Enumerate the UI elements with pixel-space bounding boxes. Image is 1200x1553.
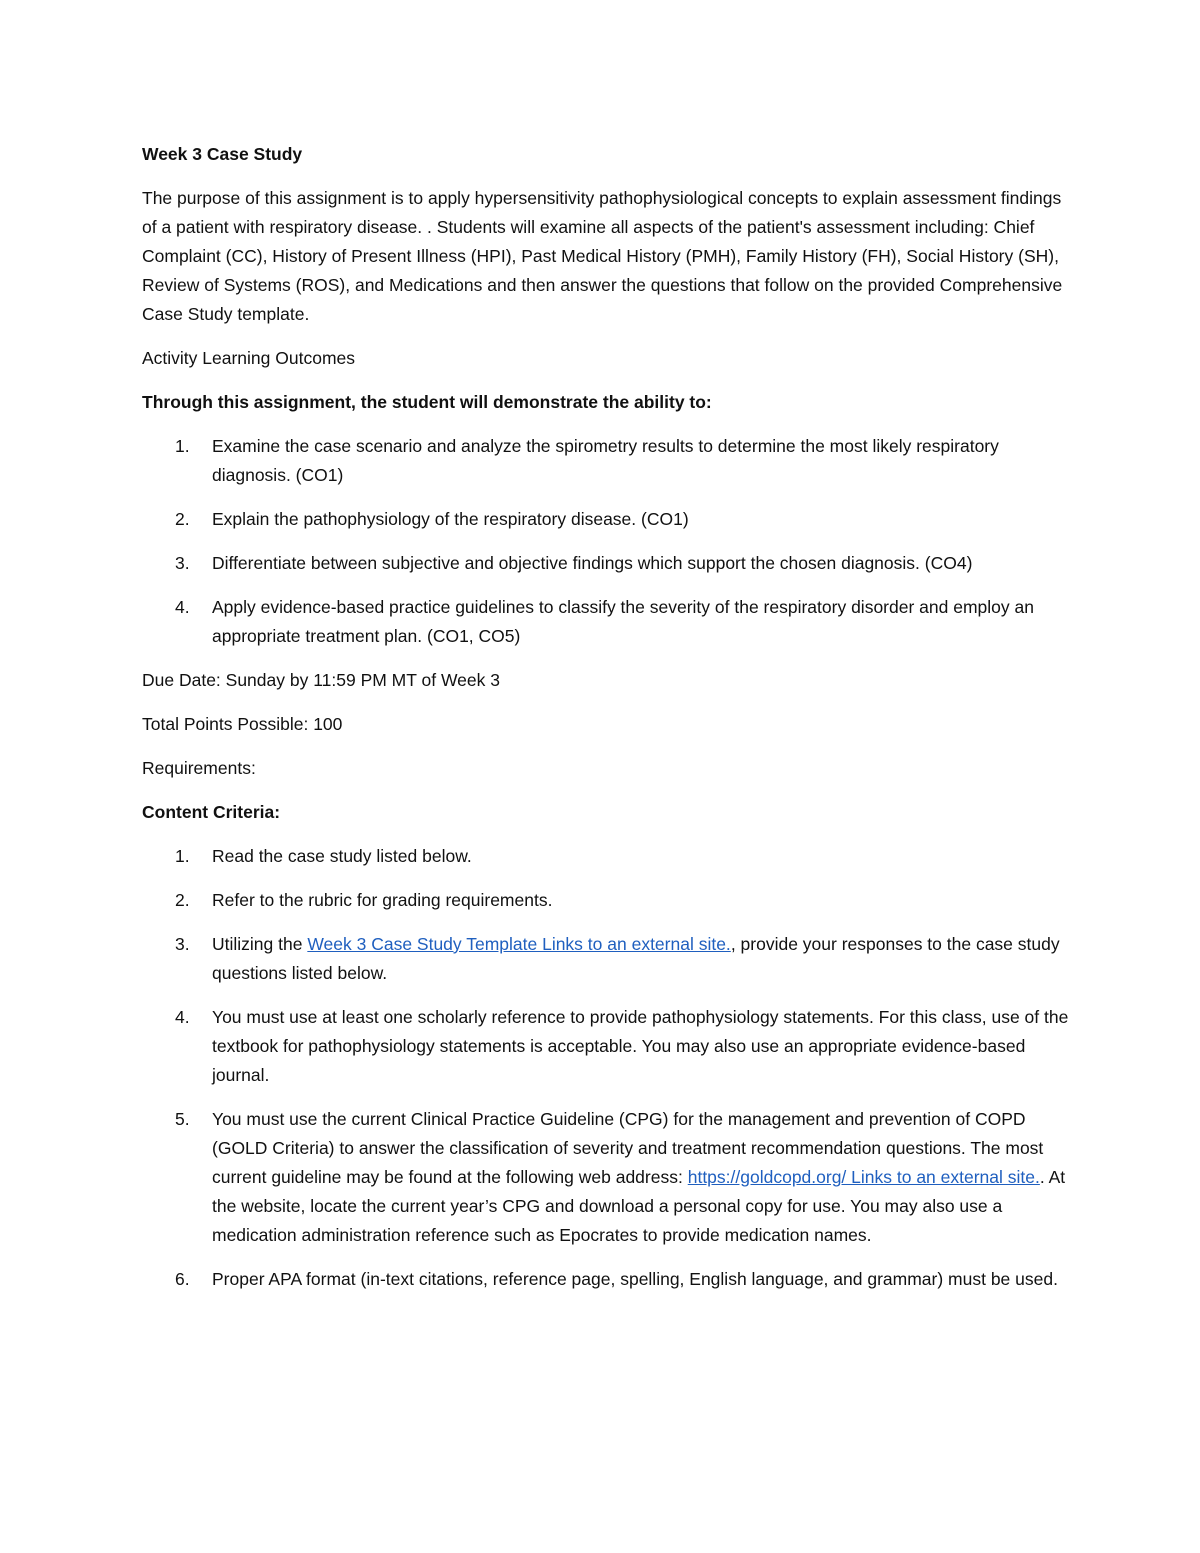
template-link[interactable]: Week 3 Case Study Template Links to an external site. — [307, 934, 731, 954]
list-item-text-after: . At the website, locate the current year’s CPG and download a personal copy for use. You may also use a medication administration reference such as Epocrates to provide medication names. — [212, 1167, 1066, 1245]
purpose-paragraph: The purpose of this assignment is to apply hypersensitivity pathophysiological concepts to explain assessment findings of a patient with respiratory disease. . Students will examine all aspects of the patient's assessment including: Chief Complaint (CC), History of Present Illness (HPI), Past Medical History (PMH), Family History (FH), Social History (SH), Review of Systems (ROS), and Medications and then answer the questions that follow on the provided Comprehensive Case Study template. — [142, 188, 1063, 324]
outcomes-heading: Activity Learning Outcomes — [142, 348, 356, 368]
list-item — [142, 549, 1072, 578]
criteria-list — [142, 842, 1072, 1294]
list-number: 5. — [175, 1109, 190, 1129]
list-item-text-before: Utilizing the — [212, 934, 308, 954]
list-number: 2. — [175, 509, 190, 529]
list-item-text: You must use at least one scholarly reference to provide pathophysiology statements. For this class, use of the textbook for pathophysiology statements is acceptable. You may also use an appropriate evidence-based journal. — [212, 1007, 1069, 1085]
list-item-text: Proper APA format (in-text citations, reference page, spelling, English language, and grammar) must be used. — [212, 1269, 1058, 1289]
list-number: 1. — [175, 436, 190, 456]
document-title: Week 3 Case Study — [142, 144, 303, 164]
outcomes-intro: Through this assignment, the student will demonstrate the ability to: — [142, 392, 712, 412]
list-item — [142, 1003, 1072, 1090]
requirements-heading: Requirements: — [142, 758, 256, 778]
document-page — [142, 140, 1072, 1309]
list-number: 2. — [175, 890, 190, 910]
outcomes-list — [142, 432, 1072, 651]
list-number: 4. — [175, 597, 190, 617]
list-item — [142, 886, 1072, 915]
list-item — [142, 1265, 1072, 1294]
list-item-text: Refer to the rubric for grading requirements. — [212, 890, 553, 910]
total-points: Total Points Possible: 100 — [142, 714, 343, 734]
content-criteria-heading: Content Criteria: — [142, 802, 281, 822]
list-item-text-after: , provide your responses to the case study questions listed below. — [212, 934, 1060, 983]
due-date: Due Date: Sunday by 11:59 PM MT of Week 3 — [142, 670, 500, 690]
list-item-text: Explain the pathophysiology of the respiratory disease. (CO1) — [212, 509, 689, 529]
list-item — [142, 432, 1072, 490]
list-item-text: Read the case study listed below. — [212, 846, 472, 866]
list-item-text: Differentiate between subjective and objective findings which support the chosen diagnosis. (CO4) — [212, 553, 973, 573]
list-item — [142, 930, 1072, 988]
list-item-text: Examine the case scenario and analyze the spirometry results to determine the most likely respiratory diagnosis. (CO1) — [212, 436, 999, 485]
list-item — [142, 842, 1072, 871]
list-item-text-before: You must use the current Clinical Practice Guideline (CPG) for the management and prevention of COPD (GOLD Criteria) to answer the classification of severity and treatment recommendation questions. The most current guideline may be found at the following web address: — [212, 1109, 1044, 1187]
list-number: 6. — [175, 1269, 190, 1289]
list-number: 4. — [175, 1007, 190, 1027]
list-item — [142, 1105, 1072, 1250]
list-number: 1. — [175, 846, 190, 866]
list-item — [142, 505, 1072, 534]
list-number: 3. — [175, 553, 190, 573]
list-item — [142, 593, 1072, 651]
list-item-text: Apply evidence-based practice guidelines to classify the severity of the respiratory disorder and employ an appropriate treatment plan. (CO1, CO5) — [212, 597, 1034, 646]
goldcopd-link[interactable]: https://goldcopd.org/ Links to an external site. — [687, 1167, 1040, 1187]
list-number: 3. — [175, 934, 190, 954]
